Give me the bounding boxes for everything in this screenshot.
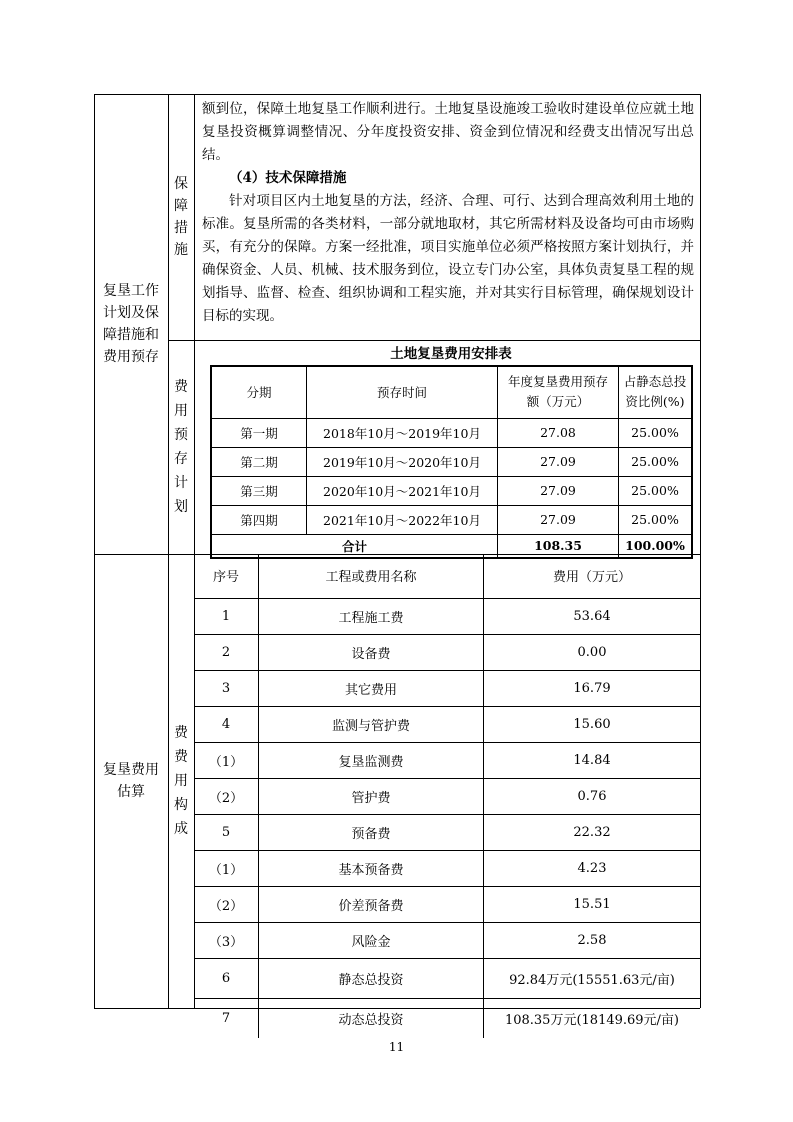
composition-char: 用 <box>174 773 188 789</box>
schedule-header-ratio: 占静态总投资比例(%) <box>619 366 693 418</box>
composition-label <box>168 554 194 1008</box>
guarantee-char: 施 <box>174 242 188 258</box>
sub-divider <box>168 340 700 341</box>
cost-no: （1） <box>194 742 259 778</box>
deposit-char: 费 <box>174 379 188 395</box>
table-row <box>211 418 692 447</box>
schedule-period: 第四期 <box>211 505 307 534</box>
cost-value: 92.84万元(15551.63元/亩) <box>484 958 701 998</box>
cost-value: 2.58 <box>484 922 701 958</box>
schedule-amount: 27.09 <box>498 476 619 505</box>
cost-name: 其它费用 <box>259 670 484 706</box>
table-row <box>194 922 700 958</box>
guarantee-char: 障 <box>174 198 188 214</box>
cost-name: 价差预备费 <box>259 886 484 922</box>
cost-no: 6 <box>194 958 259 998</box>
cost-value: 0.00 <box>484 634 701 670</box>
section2-label-line: 复垦费用 <box>103 762 159 778</box>
table-row <box>211 447 692 476</box>
cost-name: 监测与管护费 <box>259 706 484 742</box>
cost-name: 预备费 <box>259 814 484 850</box>
cost-value: 0.76 <box>484 778 701 814</box>
schedule-header-time: 预存时间 <box>307 366 498 418</box>
deposit-label <box>168 340 194 554</box>
table-row <box>194 706 700 742</box>
cost-no: （1） <box>194 850 259 886</box>
cost-no: 7 <box>194 998 259 1038</box>
schedule-period: 第三期 <box>211 476 307 505</box>
cost-value: 16.79 <box>484 670 701 706</box>
table-row <box>194 850 700 886</box>
cost-name: 风险金 <box>259 922 484 958</box>
section1-label-line: 复垦工作 <box>103 283 159 299</box>
cost-name: 基本预备费 <box>259 850 484 886</box>
deposit-char: 预 <box>174 427 188 443</box>
cost-value: 14.84 <box>484 742 701 778</box>
section2-label <box>94 554 168 1008</box>
cost-value: 53.64 <box>484 598 701 634</box>
composition-char: 费 <box>174 725 188 741</box>
cost-no: 4 <box>194 706 259 742</box>
cost-no: （3） <box>194 922 259 958</box>
composition-char: 费 <box>174 749 188 765</box>
guarantee-char: 保 <box>174 176 188 192</box>
schedule-total-amount: 108.35 <box>498 534 619 558</box>
composition-char: 构 <box>174 797 188 813</box>
schedule-ratio: 25.00% <box>619 447 693 476</box>
cost-no: 2 <box>194 634 259 670</box>
guarantee-paragraph-1: 额到位，保障土地复垦工作顺利进行。土地复垦设施竣工验收时建设单位应就土地复垦投资概算调整情况、分年度投资安排、资金到位情况和经费支出情况写出总结。 <box>202 101 694 163</box>
deposit-char: 计 <box>174 475 188 491</box>
section1-label-line: 障措施和 <box>103 327 159 343</box>
schedule-table-title: 土地复垦费用安排表 <box>390 346 512 362</box>
cost-no: 3 <box>194 670 259 706</box>
schedule-ratio: 25.00% <box>619 505 693 534</box>
table-row <box>194 998 700 1038</box>
cost-no: 1 <box>194 598 259 634</box>
deposit-char: 划 <box>174 499 188 515</box>
table-row <box>194 634 700 670</box>
schedule-header-amount: 年度复垦费用预存额（万元） <box>498 366 619 418</box>
schedule-total-label: 合计 <box>211 534 498 558</box>
schedule-amount: 27.09 <box>498 505 619 534</box>
cost-name: 复垦监测费 <box>259 742 484 778</box>
schedule-time: 2019年10月～2020年10月 <box>307 447 498 476</box>
schedule-period: 第一期 <box>211 418 307 447</box>
schedule-period: 第二期 <box>211 447 307 476</box>
composition-char: 成 <box>174 821 188 837</box>
schedule-time: 2018年10月～2019年10月 <box>307 418 498 447</box>
cost-name: 静态总投资 <box>259 958 484 998</box>
schedule-time: 2021年10月～2022年10月 <box>307 505 498 534</box>
section1-label-line: 费用预存 <box>103 349 159 365</box>
cost-no: 5 <box>194 814 259 850</box>
cost-header-row <box>194 554 700 598</box>
cost-value: 108.35万元(18149.69元/亩) <box>484 998 701 1038</box>
cost-header-cost: 费用（万元） <box>484 554 701 598</box>
tech-guarantee-heading: （4）技术保障措施 <box>229 170 347 186</box>
cost-value: 22.32 <box>484 814 701 850</box>
cost-name: 设备费 <box>259 634 484 670</box>
guarantee-char: 措 <box>174 220 188 236</box>
cost-name: 动态总投资 <box>259 998 484 1038</box>
table-row <box>194 598 700 634</box>
cost-name: 工程施工费 <box>259 598 484 634</box>
cost-name: 管护费 <box>259 778 484 814</box>
schedule-total-ratio: 100.00% <box>619 534 693 558</box>
cost-value: 15.60 <box>484 706 701 742</box>
schedule-header-row <box>211 366 692 418</box>
schedule-header-period: 分期 <box>211 366 307 418</box>
schedule-amount: 27.09 <box>498 447 619 476</box>
cost-no: （2） <box>194 778 259 814</box>
schedule-amount: 27.08 <box>498 418 619 447</box>
deposit-char: 用 <box>174 403 188 419</box>
table-row <box>194 886 700 922</box>
cost-header-no: 序号 <box>194 554 259 598</box>
table-row <box>211 476 692 505</box>
table-row <box>194 778 700 814</box>
table-row <box>194 814 700 850</box>
page-number: 11 <box>388 1040 405 1054</box>
section1-label-line: 计划及保 <box>103 305 159 321</box>
guarantee-paragraph-2: 针对项目区内土地复垦的方法，经济、合理、可行、达到合理高效利用土地的标准。复垦所需的各类材料，一部分就地取材，其它所需材料及设备均可由市场购买，有充分的保障。方案一经批准，项目实施单位必须严格按照方案计划执行，并确保资金、人员、机械、技术服务到位，设立专门办公室，具体负责复垦工程的规划指导、监督、检查、组织协调和工程实施，并对其实行目标管理，确保规划设计目标的实现。 <box>202 193 694 324</box>
table-row <box>211 505 692 534</box>
cost-no: （2） <box>194 886 259 922</box>
table-row <box>194 670 700 706</box>
cost-value: 15.51 <box>484 886 701 922</box>
cost-table <box>194 554 700 1038</box>
table-row <box>194 958 700 998</box>
guarantee-text <box>202 98 694 328</box>
schedule-time: 2020年10月～2021年10月 <box>307 476 498 505</box>
frame-right <box>700 94 701 1008</box>
table-row <box>194 742 700 778</box>
guarantee-label <box>168 94 194 340</box>
schedule-table <box>210 365 693 559</box>
section1-label <box>94 94 168 554</box>
cost-value: 4.23 <box>484 850 701 886</box>
deposit-char: 存 <box>174 451 188 467</box>
cost-header-name: 工程或费用名称 <box>259 554 484 598</box>
schedule-ratio: 25.00% <box>619 476 693 505</box>
schedule-ratio: 25.00% <box>619 418 693 447</box>
section2-label-line: 估算 <box>117 784 145 800</box>
